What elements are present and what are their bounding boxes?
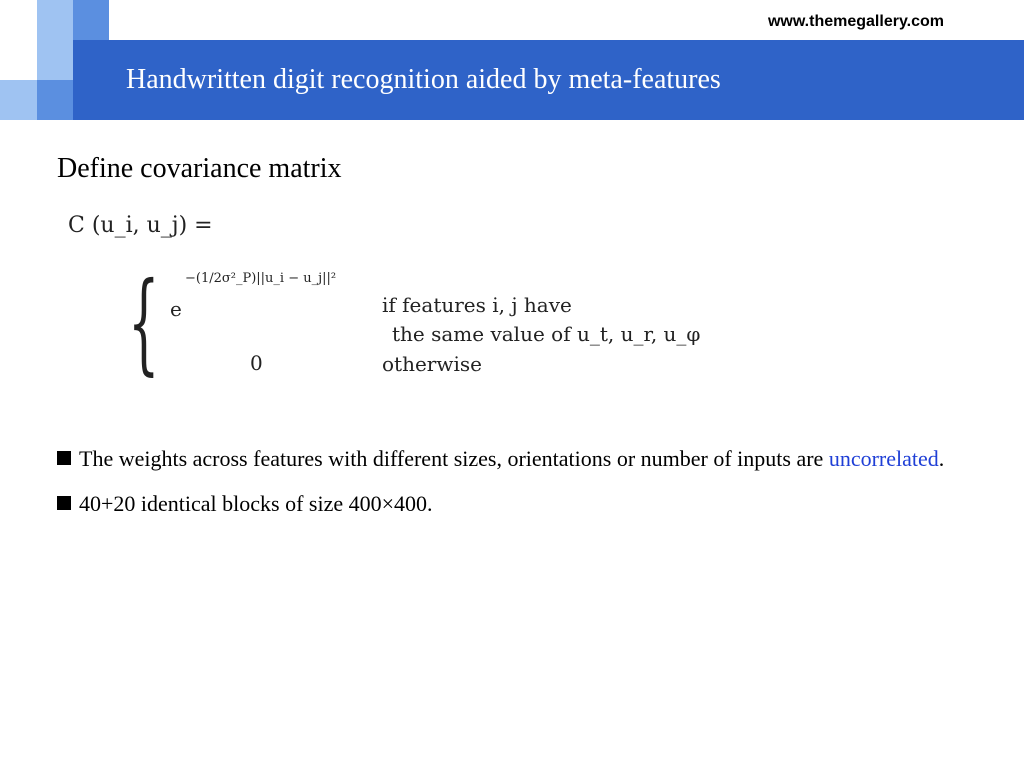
title-bar <box>73 40 1024 120</box>
bullet-square-icon <box>57 496 71 510</box>
bullet-highlight: uncorrelated <box>828 446 939 471</box>
bullet-square-icon <box>57 451 71 465</box>
decor-square-light <box>0 80 37 120</box>
slide-title: Handwritten digit recognition aided by meta-features <box>126 64 721 95</box>
website-url: www.themegallery.com <box>767 13 944 30</box>
bullet-item <box>57 436 957 481</box>
formula-condition-3: otherwise <box>382 352 482 376</box>
bullet-text: 40+20 identical blocks of size 400×400. <box>79 491 433 516</box>
formula-zero: 0 <box>250 351 263 375</box>
decor-square-light <box>37 0 73 40</box>
formula-exp-base: e <box>170 297 182 321</box>
bullet-item <box>57 481 957 526</box>
formula-lhs: C (u_i, u_j) = <box>68 213 213 238</box>
formula-condition-2: the same value of u_t, u_r, u_φ <box>392 322 701 346</box>
bullet-text: The weights across features with different sizes, orientations or number of inputs are <box>79 446 829 471</box>
bullet-text-end: . <box>938 446 945 471</box>
formula-exponent: −(1/2σ²_P)||u_i − u_j||² <box>185 271 337 286</box>
section-heading: Define covariance matrix <box>57 153 342 184</box>
decor-square-light <box>37 40 73 80</box>
bullet-list <box>57 436 957 526</box>
formula-condition-1: if features i, j have <box>382 293 572 317</box>
formula-brace: { <box>128 258 160 386</box>
decor-square-dark <box>73 0 109 40</box>
decor-square-dark <box>37 80 73 120</box>
covariance-formula <box>60 205 760 395</box>
